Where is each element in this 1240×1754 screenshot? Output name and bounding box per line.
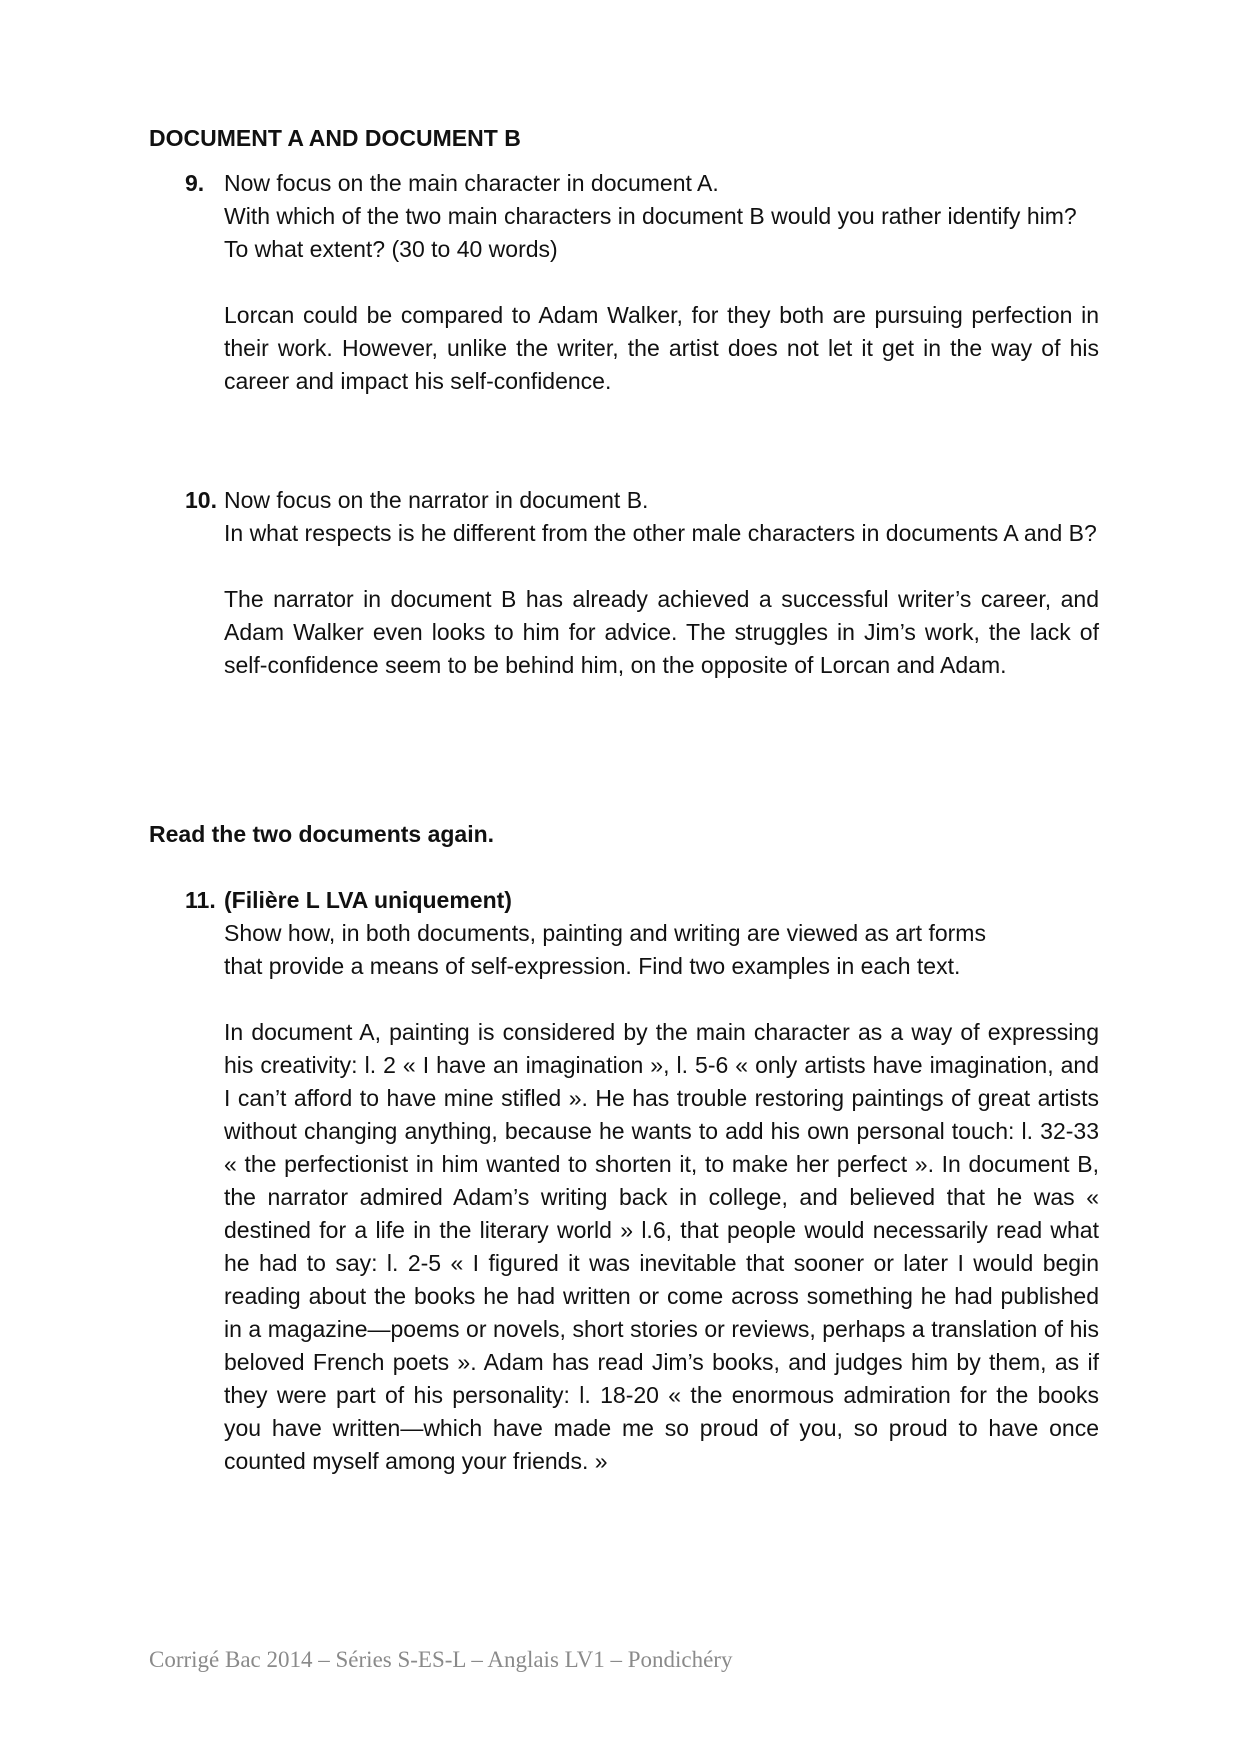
question-body bbox=[224, 884, 1099, 1478]
question-prompt: Now focus on the main character in document A. bbox=[224, 170, 719, 196]
question-number: 9. bbox=[185, 170, 205, 196]
question-prompt: that provide a means of self-expression. Find two examples in each text. bbox=[224, 953, 961, 979]
question-number: 10. bbox=[185, 487, 217, 513]
question-body bbox=[224, 484, 1099, 682]
answer-text: In document A, painting is considered by the main character as a way of expressing his creativity: l. 2 « I have an imagination », l. 5-6 « only artists have imagination, and I can’t afford to have mine stifled ». He has trouble restoring paintings of great artists without changing anything, because he wants to add his own personal touch: l. 32-33 « the perfectionist in him wanted to shorten it, to make her perfect ». In document B, the narrator admired Adam’s writing back in college, and believed that he was « destined for a life in the literary world » l.6, that people would necessarily read what he had to say: l. 2-5 « I figured it was inevitable that sooner or later I would begin reading about the books he had written or come across something he had published in a magazine—poems or novels, short stories or reviews, perhaps a translation of his beloved French poets ». Adam has read Jim’s books, and judges him by them, as if they were part of his personality: l. 18-20 « the enormous admiration for the books you have written—which have made me so proud of you, so proud to have once counted myself among your friends. » bbox=[224, 1019, 1099, 1474]
question-body bbox=[224, 167, 1099, 398]
question-label: (Filière L LVA uniquement) bbox=[224, 887, 512, 913]
question-number: 11. bbox=[185, 887, 216, 913]
page-footer: Corrigé Bac 2014 – Séries S-ES-L – Anglais LV1 – Pondichéry bbox=[149, 1647, 733, 1672]
answer-text: Lorcan could be compared to Adam Walker, for they both are pursuing perfection in their work. However, unlike the writer, the artist does not let it get in the way of his career and impact his self-confidence. bbox=[224, 302, 1099, 394]
section-heading-read-again: Read the two documents again. bbox=[149, 821, 495, 847]
question-prompt: Show how, in both documents, painting and writing are viewed as art forms bbox=[224, 920, 986, 946]
section-heading-documents: DOCUMENT A AND DOCUMENT B bbox=[149, 125, 521, 151]
question-prompt: In what respects is he different from the other male characters in documents A and B? bbox=[224, 520, 1097, 546]
question-prompt: With which of the two main characters in document B would you rather identify him? To what extent? (30 to 40 words) bbox=[224, 203, 1077, 262]
question-prompt: Now focus on the narrator in document B. bbox=[224, 487, 649, 513]
answer-text: The narrator in document B has already achieved a successful writer’s career, and Adam Walker even looks to him for advice. The struggles in Jim’s work, the lack of self-confidence seem to be behind him, on the opposite of Lorcan and Adam. bbox=[224, 586, 1099, 678]
